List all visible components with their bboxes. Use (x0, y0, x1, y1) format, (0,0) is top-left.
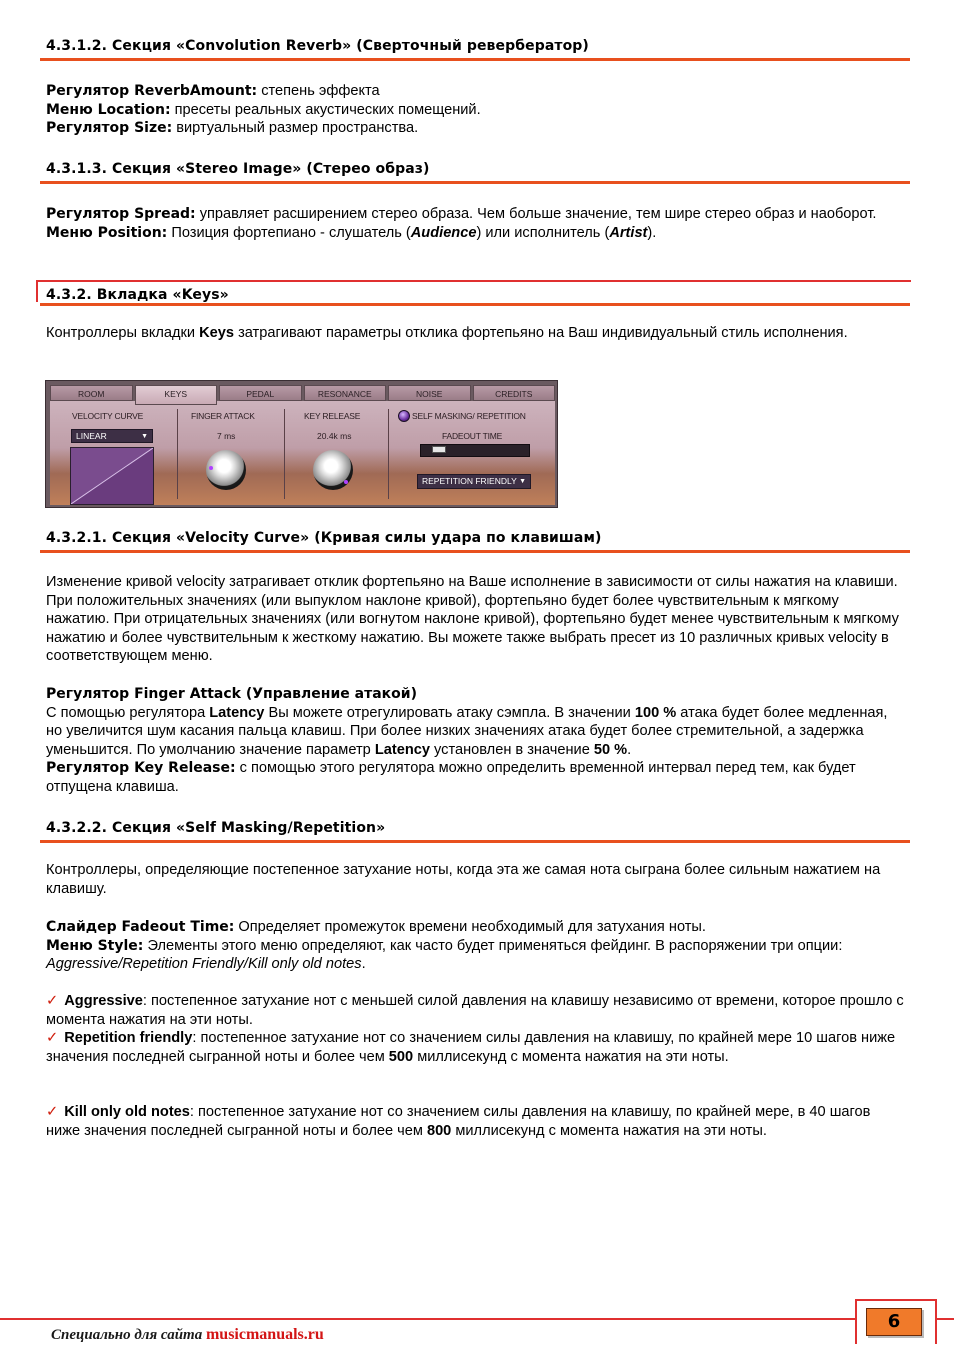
keys-intro-paragraph (46, 324, 906, 343)
param-text: Позиция фортепиано - слушатель ( (167, 224, 411, 241)
param-text: степень эффекта (257, 83, 380, 99)
heading-rule (40, 303, 910, 306)
checkmark-icon: ✓ (46, 1103, 59, 1120)
param-label: Меню Location: (46, 101, 171, 118)
style-option-kill-old-notes (46, 1103, 906, 1140)
text: С помощью регулятора (46, 704, 210, 721)
key-release-text (46, 759, 906, 796)
param-text: Элементы этого меню определяют, как часто будет применяться фейдинг. В распоряжении три опции: (143, 937, 843, 954)
finger-attack-text (46, 704, 906, 760)
finger-attack-heading: Регулятор Finger Attack (Управление атакой) (46, 686, 417, 702)
velocity-curve-dropdown[interactable] (71, 429, 153, 443)
fadeout-time-label: FADEOUT TIME (442, 431, 503, 441)
velocity-curve-paragraph: Изменение кривой velocity затрагивает отклик фортепьяно на Ваше исполнение в зависимости от силы нажатия на клавиши. При положительных значениях (или выпуклом наклоне кривой), фортепьяно будет более чувствительным к мягкому нажатию. При отрицательных значениях (или вогнутом наклоне кривой), фортепьяно будет менее чувствительным к мягкому нажатию и более чувствительным к жесткому нажатию. Вы можете также выбрать пресет из 10 различных кривых velocity в соответствующем меню. (46, 574, 899, 664)
style-dropdown[interactable] (417, 474, 531, 489)
heading-rule (40, 58, 910, 61)
text: Вы можете отрегулировать атаку сэмпла. В значении (264, 704, 635, 721)
divider (177, 409, 178, 499)
chevron-down-icon: ▼ (519, 478, 526, 485)
option-label: Repetition friendly (64, 1030, 193, 1046)
finger-attack-block (46, 685, 906, 796)
tab-credits[interactable]: CREDITS (473, 385, 556, 401)
param-text: ) или исполнитель ( (476, 224, 610, 241)
stereo-image-params (46, 205, 906, 242)
param-text: виртуальный размер пространства. (172, 120, 419, 136)
param-label: Регулятор Key Release: (46, 760, 236, 776)
tab-noise[interactable]: NOISE (388, 385, 471, 401)
slider-thumb[interactable] (432, 446, 446, 453)
param-text: пресеты реальных акустических помещений. (170, 101, 481, 118)
param-text: с помощью этого регулятора можно определить временной интервал перед тем, как будет отпущена клавиша. (46, 760, 856, 795)
velocity-curve-label: VELOCITY CURVE (72, 411, 144, 421)
option-text: : постепенное затухание нот со значением силы давления на клавишу, по крайней мере, в 40 шагов ниже значения последней сыгранной ноты и более чем (46, 1104, 871, 1139)
footer-site-link[interactable]: musicmanuals.ru (205, 1326, 324, 1343)
section-heading-stereo-image: 4.3.1.3. Секция «Stereo Image» (Стерео образ) (46, 161, 430, 177)
text: атака будет более медленная, но увеличится шум касания пальца клавиш. При более низких значениях атака будет более стремительной, а задержка уменьшится. По умолчанию значение параметр (46, 704, 888, 758)
tab-pedal[interactable]: PEDAL (219, 385, 302, 401)
section-heading-keys-tab: 4.3.2. Вкладка «Keys» (46, 287, 229, 303)
divider (388, 409, 389, 499)
text: Контроллеры вкладки (46, 325, 200, 341)
heading-rule (40, 181, 910, 184)
self-masking-paragraph: Контроллеры, определяющие постепенное затухание ноты, когда эта же самая нота сыграна более сильным нажатием на клавишу. (46, 862, 881, 897)
option-text: : постепенное затухание нот со значением силы давления на клавишу, по крайней мере 10 шагов ниже значения последней сыгранной ноты и более чем (46, 1030, 896, 1065)
section-heading-self-masking: 4.3.2.2. Секция «Self Masking/Repetition» (46, 820, 386, 836)
param-label: Регулятор Spread: (46, 206, 196, 222)
finger-attack-knob[interactable] (206, 450, 246, 490)
section-heading-velocity-curve: 4.3.2.1. Секция «Velocity Curve» (Кривая силы удара по клавишам) (46, 530, 602, 546)
bold-text: Keys (199, 325, 235, 341)
knob-indicator (209, 466, 213, 470)
fadeout-time-slider[interactable] (420, 444, 530, 457)
bold-text: 100 % (634, 704, 677, 721)
emphasis-text: Audience (410, 224, 477, 241)
footer-rule (0, 1318, 856, 1320)
option-text: миллисекунд с момента нажатия на эти ноты. (451, 1122, 767, 1139)
bold-text: 50 % (593, 741, 628, 758)
footer-caption (51, 1326, 324, 1344)
style-option-repetition-friendly (46, 1029, 906, 1066)
param-text: ). (647, 224, 657, 241)
param-label: Слайдер Fadeout Time: (46, 919, 235, 935)
tab-room[interactable]: ROOM (50, 385, 133, 401)
velocity-curve-value: LINEAR (76, 431, 107, 441)
bold-number: 500 (388, 1048, 414, 1065)
option-text: : постепенное затухание нот с меньшей силой давления на клавишу независимо от времени, которое прошло с момента нажатия на эти ноты. (46, 993, 904, 1028)
velocity-curve-line (71, 448, 153, 504)
finger-attack-value: 7 ms (217, 431, 236, 441)
option-label: Aggressive (64, 993, 143, 1009)
self-masking-label: SELF MASKING/ REPETITION (412, 411, 526, 421)
emphasis-text: Aggressive/Repetition Friendly/Kill only old notes (46, 956, 362, 972)
param-label: Регулятор ReverbAmount: (46, 83, 258, 99)
key-release-knob[interactable] (313, 450, 353, 490)
section-heading-convolution-reverb: 4.3.1.2. Секция «Convolution Reverb» (Сверточный ревербератор) (46, 38, 589, 54)
text: затрагивают параметры отклика фортепьяно на Ваш индивидуальный стиль исполнения. (234, 325, 848, 341)
divider (284, 409, 285, 499)
option-text: миллисекунд с момента нажатия на эти ноты. (413, 1048, 729, 1065)
option-label: Kill only old notes (64, 1104, 190, 1120)
key-release-value: 20.4k ms (317, 431, 352, 441)
style-option-aggressive (46, 992, 906, 1029)
knob-indicator (344, 480, 348, 484)
param-text: . (361, 956, 366, 972)
velocity-curve-graph (70, 447, 154, 505)
param-label: Регулятор Size: (46, 120, 173, 136)
footer-text: Специально для сайта (51, 1327, 206, 1343)
self-masking-led-toggle[interactable] (398, 410, 410, 422)
key-release-label: KEY RELEASE (304, 411, 361, 421)
style-dropdown-value: REPETITION FRIENDLY (422, 476, 517, 486)
self-masking-params (46, 918, 906, 974)
bold-number: 800 (426, 1122, 452, 1139)
text: установлен в значение (429, 741, 594, 758)
footer-rule (936, 1318, 954, 1320)
tab-keys[interactable]: KEYS (135, 385, 218, 405)
checkmark-icon: ✓ (46, 1029, 59, 1046)
chevron-down-icon: ▼ (141, 433, 148, 440)
text: . (627, 741, 632, 758)
convolution-reverb-params (46, 82, 906, 138)
emphasis-text: Artist (609, 224, 648, 241)
param-label: Меню Position: (46, 224, 168, 241)
checkmark-icon: ✓ (46, 992, 59, 1009)
tab-resonance[interactable]: RESONANCE (304, 385, 387, 401)
heading-rule (40, 840, 910, 843)
heading-rule (40, 550, 910, 553)
bold-text: Latency (374, 741, 430, 758)
param-label: Меню Style: (46, 937, 144, 954)
param-text: Определяет промежуток времени необходимый для затухания ноты. (234, 919, 706, 935)
finger-attack-label: FINGER ATTACK (191, 411, 255, 421)
bold-text: Latency (209, 704, 265, 721)
plugin-tab-bar (50, 385, 555, 401)
param-text: управляет расширением стерео образа. Чем больше значение, тем шире стерео образ и наоборот. (195, 206, 877, 222)
page-number: 6 (866, 1308, 922, 1336)
